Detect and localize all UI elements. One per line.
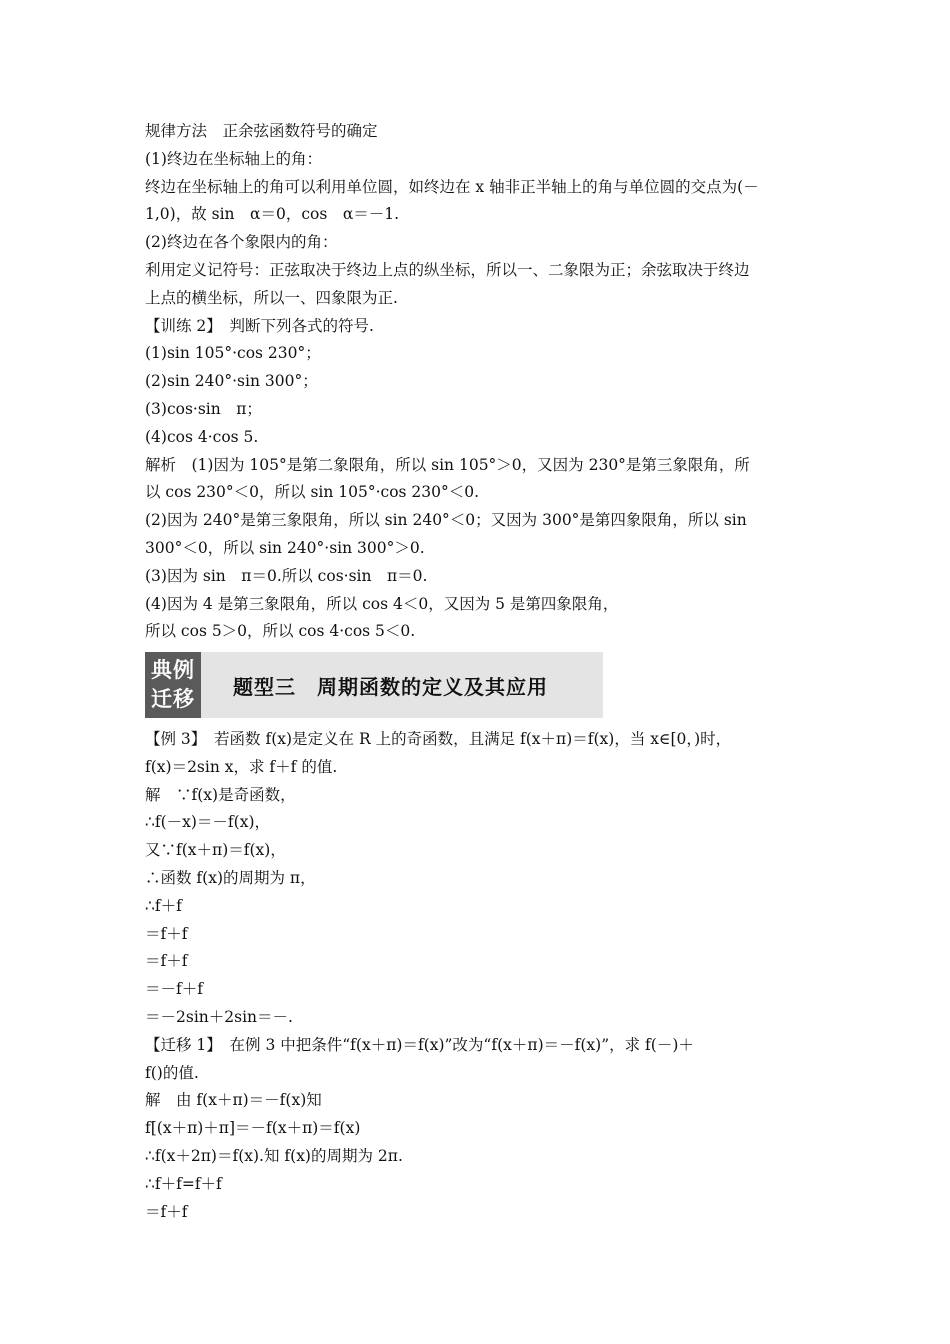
text-line: 300°＜0，所以 sin 240°·sin 300°＞0. — [145, 538, 425, 557]
text-line: 1,0)，故 sin α＝0，cos α＝－1. — [145, 205, 400, 224]
text-line: 终边在坐标轴上的角可以利用单位圆，如终边在 x 轴非正半轴上的角与单位圆的交点为(－ — [145, 177, 759, 196]
text-line: f()的值. — [145, 1063, 199, 1082]
text-line: 规律方法 正余弦函数符号的确定 — [145, 122, 378, 140]
text-line: (2)终边在各个象限内的角： — [145, 233, 338, 252]
banner-tag — [145, 652, 201, 718]
section-periodic-functions — [145, 726, 817, 1226]
text-line: 解析 (1)因为 105°是第二象限角，所以 sin 105°＞0，又因为 230°是第三象限角，所 — [145, 455, 750, 474]
text-line: 解 ∵f(x)是奇函数， — [145, 785, 296, 804]
text-line: (3)因为 sin π＝0.所以 cos·sin π＝0. — [145, 566, 428, 585]
banner-title: 题型三 周期函数的定义及其应用 — [233, 674, 548, 699]
text-line: (3)cos·sin π； — [145, 399, 262, 418]
text-line: ∴f(x＋2π)＝f(x).知 f(x)的周期为 2π. — [145, 1146, 403, 1165]
text-line: f[(x＋π)＋π]＝－f(x＋π)＝f(x) — [145, 1119, 361, 1138]
text-line: 以 cos 230°＜0，所以 sin 105°·cos 230°＜0. — [145, 483, 480, 502]
text-line: (1)sin 105°·cos 230°； — [145, 344, 321, 363]
text-line: ∴f＋f=f＋f — [145, 1174, 222, 1193]
text-line: ＝f＋f — [145, 924, 188, 943]
text-line: (4)因为 4 是第三象限角，所以 cos 4＜0，又因为 5 是第四象限角， — [145, 594, 619, 613]
text-line: (1)终边在坐标轴上的角： — [145, 149, 322, 168]
text-line: ＝－f＋f — [145, 980, 203, 999]
text-line: 解 由 f(x＋π)＝－f(x)知 — [145, 1091, 322, 1110]
text-line: ∴f＋f — [145, 896, 182, 915]
text-line: 【训练 2】 判断下列各式的符号. — [145, 316, 374, 335]
text-line: ＝f＋f — [145, 1202, 188, 1221]
text-line: 【迁移 1】 在例 3 中把条件“f(x＋π)＝f(x)”改为“f(x＋π)＝－f(x)”，求 f(－)＋ — [145, 1035, 694, 1054]
text-line: 又∵f(x＋π)＝f(x)， — [145, 841, 286, 860]
text-line: 上点的横坐标，所以一、四象限为正. — [145, 288, 398, 307]
text-line: 所以 cos 5＞0，所以 cos 4·cos 5＜0. — [145, 622, 416, 641]
text-line: 【例 3】 若函数 f(x)是定义在 R 上的奇函数，且满足 f(x＋π)＝f(x)，当 x∈[0，)时， — [145, 730, 732, 748]
text-line: ∴f(－x)＝－f(x)， — [145, 813, 271, 832]
text-line: (4)cos 4·cos 5. — [145, 427, 259, 446]
text-line: ＝f＋f — [145, 952, 188, 971]
text-line: ＝－2sin＋2sin＝－. — [145, 1007, 293, 1026]
text-line: f(x)＝2sin x，求 f＋f 的值. — [145, 757, 338, 776]
banner-tag-line: 迁移 — [151, 687, 195, 711]
text-line: (2)因为 240°是第三象限角，所以 sin 240°＜0；又因为 300°是第四象限角，所以 sin — [145, 511, 747, 530]
banner-tag-line: 典例 — [151, 658, 195, 682]
section-banner — [145, 652, 603, 718]
section-sign-rules — [145, 118, 817, 646]
text-line: (2)sin 240°·sin 300°； — [145, 372, 318, 391]
text-line: 利用定义记符号：正弦取决于终边上点的纵坐标，所以一、二象限为正；余弦取决于终边 — [145, 260, 750, 279]
text-line: ∴函数 f(x)的周期为 π， — [145, 868, 316, 887]
